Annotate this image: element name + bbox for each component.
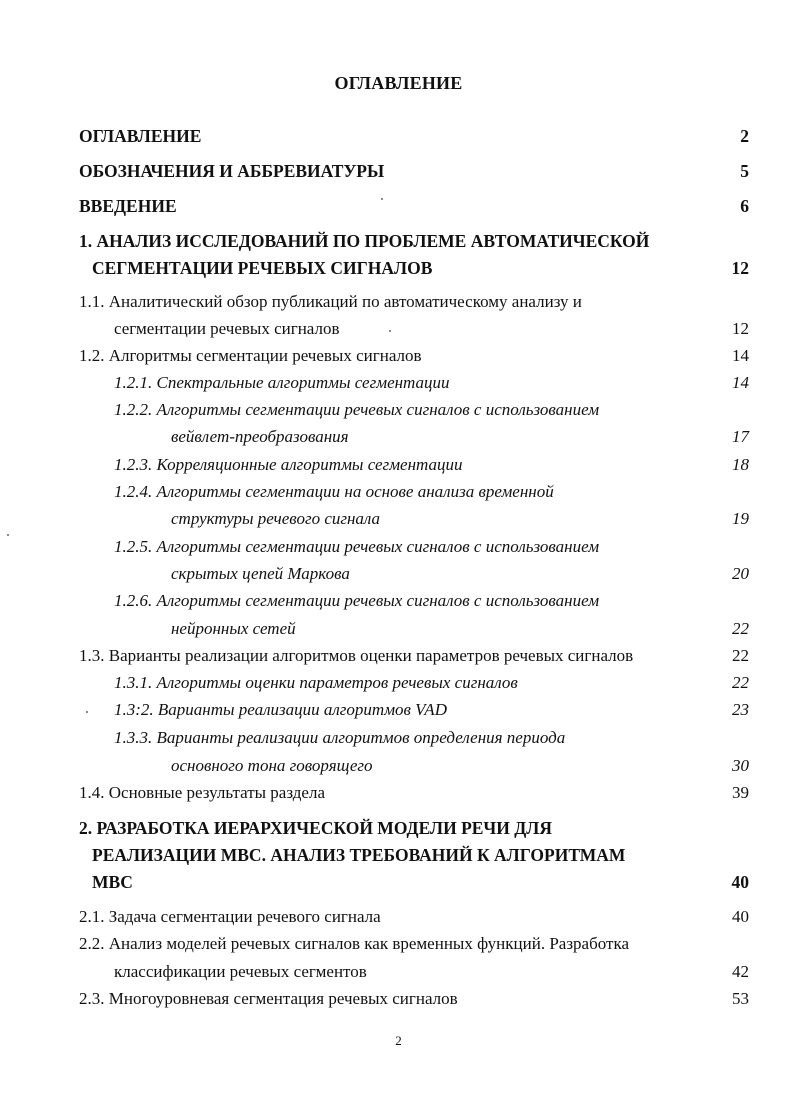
toc-entry-label-cont: классификации речевых сегментов: [114, 962, 367, 981]
toc-entry-label-cont: нейронных сетей: [171, 619, 296, 638]
toc-entry-label: ОГЛАВЛЕНИЕ: [79, 126, 202, 146]
toc-entry-label: 1.2.3. Корреляционные алгоритмы сегментации: [114, 455, 463, 474]
toc-page-number: 22: [732, 619, 749, 638]
toc-page-number: 14: [732, 373, 749, 392]
toc-entry-label: 1.1. Аналитический обзор публикаций по автоматическому анализу и: [79, 292, 582, 311]
toc-page-number: 5: [740, 161, 749, 181]
toc-entry-label-cont: СЕГМЕНТАЦИИ РЕЧЕВЫХ СИГНАЛОВ: [92, 258, 433, 278]
toc-page-number: 14: [732, 346, 749, 365]
toc-entry-label: ВВЕДЕНИЕ: [79, 196, 177, 216]
toc-page-number: 39: [732, 783, 749, 802]
toc-page-number: 22: [732, 673, 749, 692]
toc-entry-label: 1.2.4. Алгоритмы сегментации на основе анализа временной: [114, 482, 554, 501]
toc-page-number: 40: [731, 872, 749, 892]
toc-page-number: 17: [732, 427, 749, 446]
toc-page-number: 22: [732, 646, 749, 665]
toc-entry-label: 1.3:2. Варианты реализации алгоритмов VAD: [114, 700, 447, 719]
toc-page-number: 2: [740, 126, 749, 146]
toc-entry-label-cont: РЕАЛИЗАЦИИ МВС. АНАЛИЗ ТРЕБОВАНИЙ К АЛГОРИТМАМ: [92, 845, 626, 865]
toc-entry-label: ОБОЗНАЧЕНИЯ И АББРЕВИАТУРЫ: [79, 161, 385, 181]
scan-speck: [7, 534, 9, 536]
toc-entry-label: 1.3.3. Варианты реализации алгоритмов определения периода: [114, 728, 566, 747]
toc-page-number: 53: [732, 989, 749, 1008]
toc-entry-label: 2. РАЗРАБОТКА ИЕРАРХИЧЕСКОЙ МОДЕЛИ РЕЧИ ДЛЯ: [79, 818, 552, 838]
toc-page-number: 42: [732, 962, 749, 981]
toc-entry-label: 1.2.1. Спектральные алгоритмы сегментации: [114, 373, 450, 392]
toc-entry-label-cont: вейвлет-преобразования: [171, 427, 349, 446]
toc-entry-label: 2.3. Многоуровневая сегментация речевых сигналов: [79, 989, 458, 1008]
toc-entry-label: 1.2. Алгоритмы сегментации речевых сигналов: [79, 346, 422, 365]
toc-entry-label: 2.1. Задача сегментации речевого сигнала: [79, 907, 381, 926]
toc-entry-label: 1.3. Варианты реализации алгоритмов оценки параметров речевых сигналов: [79, 646, 634, 665]
toc-entry-label-cont: скрытых цепей Маркова: [171, 564, 350, 583]
scan-speck: [389, 330, 391, 332]
scan-speck: [86, 711, 88, 713]
toc-page-number: 23: [732, 700, 749, 719]
toc-entry-label-cont: структуры речевого сигнала: [171, 509, 381, 528]
toc-page-number: 12: [731, 258, 749, 278]
toc-entry-label-cont: сегментации речевых сигналов: [114, 319, 340, 338]
toc-entry-label: 1. АНАЛИЗ ИССЛЕДОВАНИЙ ПО ПРОБЛЕМЕ АВТОМАТИЧЕСКОЙ: [79, 231, 650, 251]
toc-entry-label: 1.2.5. Алгоритмы сегментации речевых сигналов с использованием: [114, 537, 600, 556]
toc-entry-label: 2.2. Анализ моделей речевых сигналов как временных функций. Разработка: [79, 934, 629, 953]
page-footer-number: 2: [395, 1033, 402, 1048]
toc-entry-label: 1.2.6. Алгоритмы сегментации речевых сигналов с использованием: [114, 591, 600, 610]
toc-entry-label-cont: основного тона говорящего: [171, 756, 373, 775]
toc-page-number: 19: [732, 509, 749, 528]
toc-page-number: 40: [732, 907, 749, 926]
toc-page-number: 18: [732, 455, 749, 474]
scan-speck: [381, 198, 383, 200]
toc-entry-label: 1.3.1. Алгоритмы оценки параметров речевых сигналов: [114, 673, 518, 692]
page-title: ОГЛАВЛЕНИЕ: [334, 73, 463, 93]
toc-entry-label: 1.2.2. Алгоритмы сегментации речевых сигналов с использованием: [114, 400, 600, 419]
toc-entry-label-cont2: МВС: [92, 872, 133, 892]
toc-entry-label: 1.4. Основные результаты раздела: [79, 783, 325, 802]
toc-page-number: 6: [740, 196, 749, 216]
toc-page-number: 12: [732, 319, 749, 338]
toc-page-number: 30: [732, 756, 749, 775]
toc-page-number: 20: [732, 564, 749, 583]
